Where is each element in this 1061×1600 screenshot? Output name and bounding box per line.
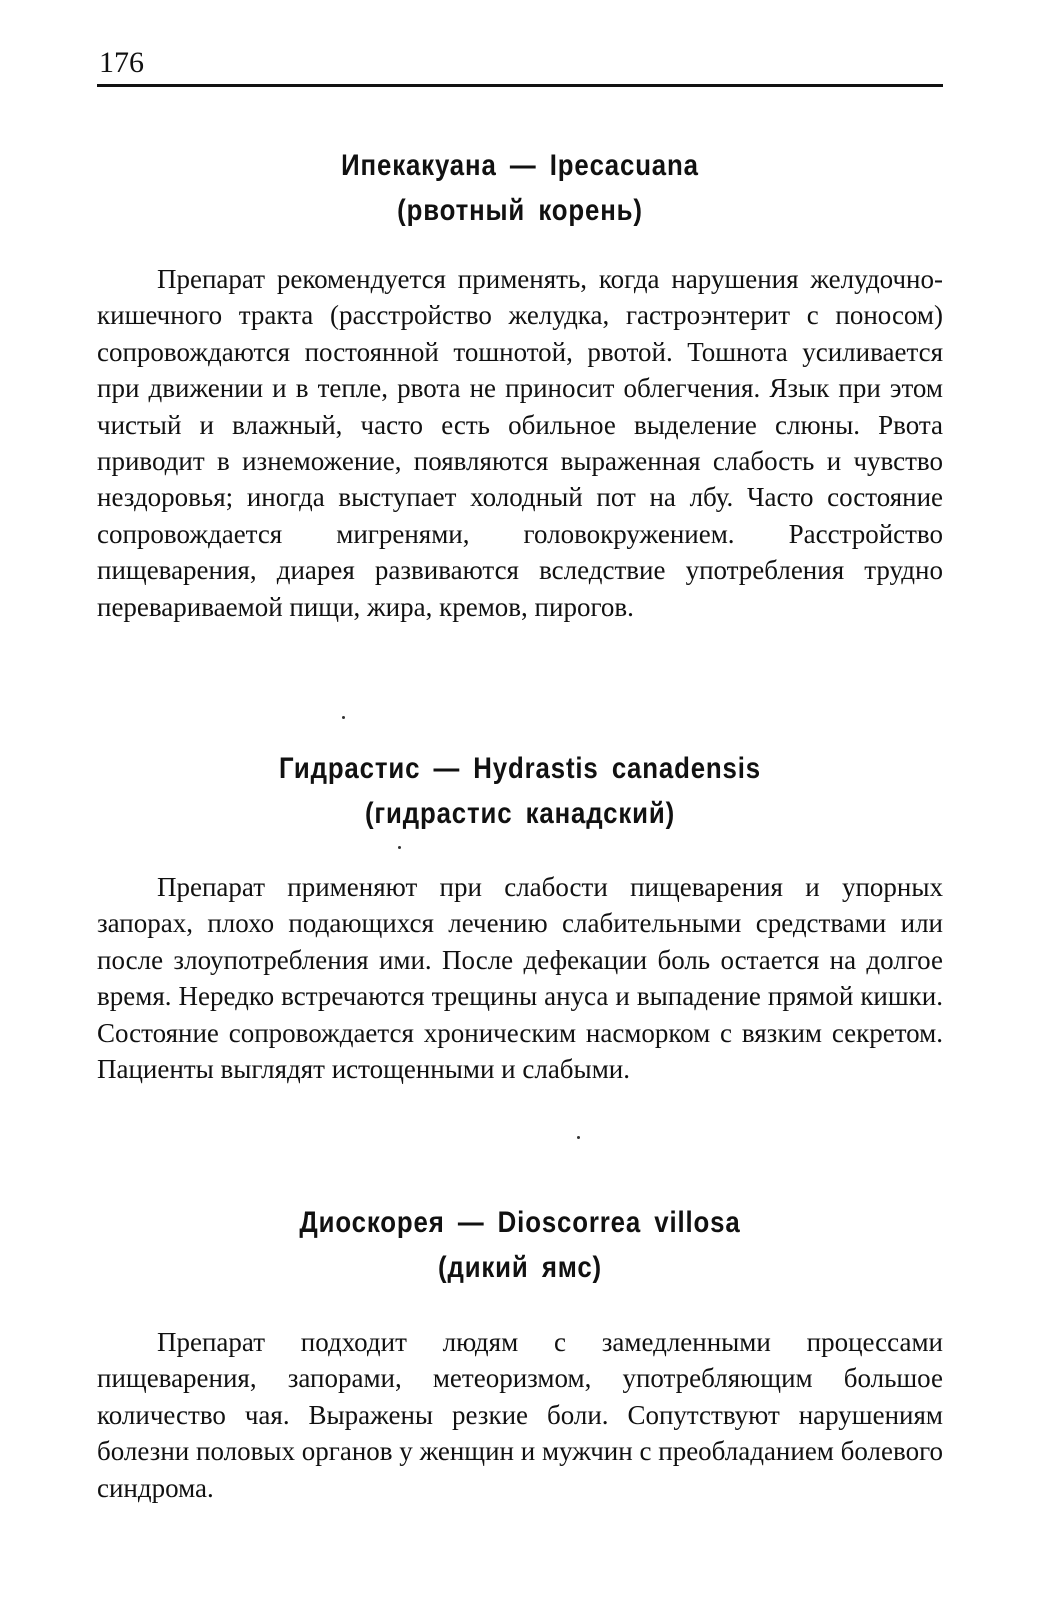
- heading-title: Ипекакуана — Ipecacuana: [341, 149, 699, 182]
- section-heading: [156, 1200, 884, 1290]
- print-speck: [577, 1136, 580, 1139]
- heading-subtitle: (рвотный корень): [397, 194, 643, 227]
- print-speck: [398, 846, 401, 849]
- page-header: [97, 44, 943, 87]
- heading-subtitle: (дикий ямс): [438, 1251, 602, 1284]
- section-heading: [156, 143, 884, 233]
- heading-title: Диоскорея — Dioscorrea villosa: [299, 1206, 741, 1239]
- remedy-section-hydrastis: [97, 746, 943, 1087]
- page-number: 176: [99, 46, 144, 79]
- remedy-section-dioscorea: [97, 1200, 943, 1506]
- print-speck: [342, 716, 345, 719]
- book-page: [97, 0, 943, 1600]
- heading-subtitle: (гидрастис канадский): [364, 797, 676, 830]
- section-paragraph: Препарат рекомендуется применять, когда нарушения желудочно-кишечного тракта (расстройство желудка, гастроэнтерит с поносом) сопровождаются постоянной тошнотой, рвотой. Тошнота усиливается при движении и в тепле, рвота не приносит облегчения. Язык при этом чистый и влажный, часто есть обильное выделение слюны. Рвота приводит в изнеможение, появляются выраженная слабость и чувство нездоровья; иногда выступает холодный пот на лбу. Часто состояние сопровождается мигренями, головокружением. Расстройство пищеварения, диарея развиваются вследствие употребления трудно перевариваемой пищи, жира, кремов, пирогов.: [97, 264, 943, 622]
- section-heading: [156, 746, 884, 836]
- section-paragraph: Препарат подходит людям с замедленными процессами пищеварения, запорами, метеоризмом, употребляющим большое количество чая. Выражены резкие боли. Сопутствуют нарушениям болезни половых органов у женщин и мужчин с преобладанием болевого синдрома.: [97, 1327, 943, 1503]
- heading-title: Гидрастис — Hydrastis canadensis: [279, 752, 761, 785]
- section-paragraph: Препарат применяют при слабости пищеварения и упорных запорах, плохо подающихся лечению слабительными средствами или после злоупотребления ими. После дефекации боль остается на долгое время. Нередко встречаются трещины ануса и выпадение прямой кишки. Состояние сопровождается хроническим насморком с вязким секретом. Пациенты выглядят истощенными и слабыми.: [97, 872, 943, 1085]
- remedy-section-ipecacuana: [97, 143, 943, 625]
